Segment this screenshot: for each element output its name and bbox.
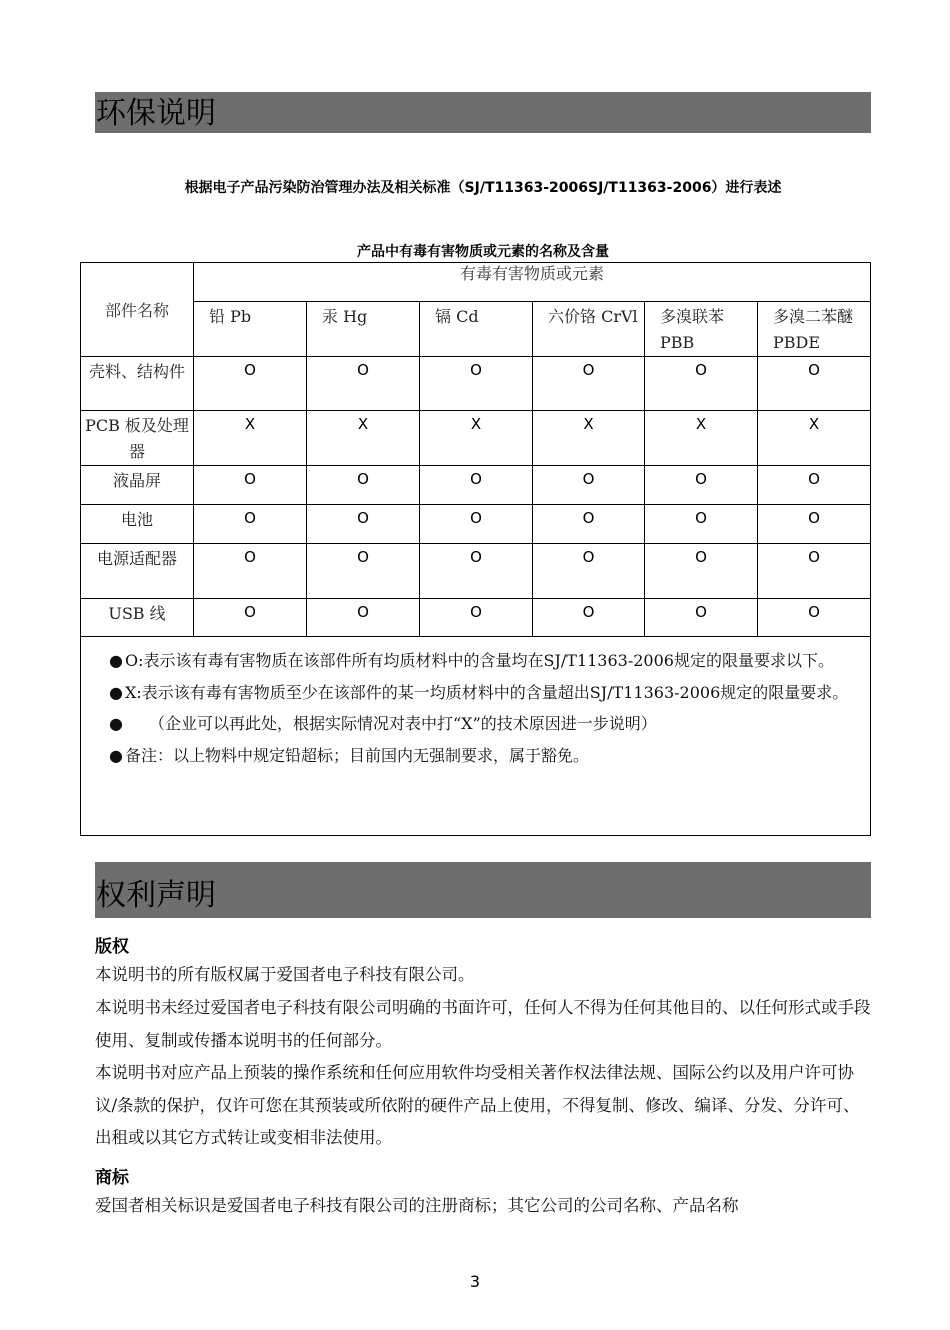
bullet-icon: ●: [109, 682, 123, 702]
table-cell: O: [645, 599, 758, 637]
table-cell: O: [758, 544, 871, 599]
table-cell: O: [645, 466, 758, 505]
table-cell: O: [307, 466, 420, 505]
page-number: 3: [469, 1272, 481, 1291]
table-cell: X: [194, 411, 307, 466]
table-cell: X: [533, 411, 645, 466]
standard-statement: 根据电子产品污染防治管理办法及相关标准（SJ/T11363-2006SJ/T11363-2006）进行表述: [184, 180, 782, 196]
row-name: 壳料、结构件: [81, 357, 194, 411]
copyright-paragraph: 本说明书未经过爱国者电子科技有限公司明确的书面许可，任何人不得为任何其他目的、以任何形式或手段使用、复制或传播本说明书的任何部分。: [95, 998, 871, 1050]
table-row: [81, 357, 871, 411]
row-name: USB 线: [81, 599, 194, 637]
note-item: ● 备注：以上物料中规定铅超标；目前国内无强制要求，属于豁免。: [109, 740, 870, 772]
bullet-icon: ●: [109, 745, 123, 765]
table-cell: X: [420, 411, 533, 466]
row-name: 电源适配器: [81, 544, 194, 599]
env-section-title: 环保说明: [96, 96, 216, 131]
row-name: PCB 板及处理器: [81, 411, 194, 466]
row-name: 液晶屏: [81, 466, 194, 505]
table-caption: 产品中有毒有害物质或元素的名称及含量: [357, 244, 609, 260]
table-cell: O: [420, 505, 533, 544]
rights-section-title: 权利声明: [96, 878, 216, 913]
element-header-crvi: 六价铬 CrVl: [533, 302, 645, 357]
element-header-cd: 镉 Cd: [420, 302, 533, 357]
table-row: [81, 505, 871, 544]
table-row: [81, 411, 871, 466]
hazardous-substance-table: [80, 262, 871, 836]
table-cell: O: [758, 599, 871, 637]
note-item: ● X:表示该有毒有害物质至少在该部件的某一均质材料中的含量超出SJ/T11363-2006规定的限量要求。: [109, 677, 870, 709]
table-cell: O: [533, 505, 645, 544]
table-cell: O: [533, 466, 645, 505]
note-item: ● （企业可以再此处，根据实际情况对表中打“X”的技术原因进一步说明）: [109, 708, 870, 740]
table-cell: O: [194, 505, 307, 544]
table-cell: O: [307, 357, 420, 411]
table-notes: [81, 637, 871, 836]
table-cell: X: [645, 411, 758, 466]
table-row: [81, 544, 871, 599]
part-name-header: 部件名称: [81, 263, 194, 357]
copyright-heading: 版权: [95, 937, 129, 957]
table-cell: O: [758, 505, 871, 544]
substance-group-header: 有毒有害物质或元素: [194, 263, 871, 302]
table-cell: O: [533, 357, 645, 411]
table-cell: O: [645, 544, 758, 599]
element-header-pbde: 多溴二苯醚 PBDE: [758, 302, 871, 357]
table-cell: O: [194, 466, 307, 505]
rights-section-heading-band: [95, 862, 871, 918]
table-cell: O: [307, 544, 420, 599]
row-name: 电池: [81, 505, 194, 544]
table-row: [81, 599, 871, 637]
table-cell: O: [194, 599, 307, 637]
note-item: ● O:表示该有毒有害物质在该部件所有均质材料中的含量均在SJ/T11363-2006规定的限量要求以下。: [109, 645, 870, 677]
table-cell: X: [758, 411, 871, 466]
table-cell: O: [533, 599, 645, 637]
table-cell: O: [533, 544, 645, 599]
element-header-pbb: 多溴联苯 PBB: [645, 302, 758, 357]
table-cell: O: [758, 357, 871, 411]
table-cell: O: [194, 357, 307, 411]
element-header-hg: 汞 Hg: [307, 302, 420, 357]
table-cell: X: [307, 411, 420, 466]
table-cell: O: [420, 466, 533, 505]
element-header-pb: 铅 Pb: [194, 302, 307, 357]
table-cell: O: [420, 544, 533, 599]
copyright-paragraph: 本说明书的所有版权属于爱国者电子科技有限公司。: [95, 965, 475, 984]
table-cell: O: [420, 357, 533, 411]
trademark-paragraph: 爱国者相关标识是爱国者电子科技有限公司的注册商标；其它公司的公司名称、产品名称: [95, 1196, 739, 1215]
table-cell: O: [307, 505, 420, 544]
table-row: [81, 466, 871, 505]
table-cell: O: [645, 505, 758, 544]
table-cell: O: [758, 466, 871, 505]
bullet-icon: ●: [109, 651, 123, 670]
table-cell: O: [194, 544, 307, 599]
table-cell: O: [420, 599, 533, 637]
env-section-heading-band: [95, 92, 871, 133]
bullet-icon: ●: [109, 714, 123, 733]
trademark-heading: 商标: [95, 1168, 129, 1188]
table-cell: O: [307, 599, 420, 637]
table-cell: O: [645, 357, 758, 411]
copyright-paragraph: 本说明书对应产品上预装的操作系统和任何应用软件均受相关著作权法律法规、国际公约以及用户许可协议/条款的保护，仅许可您在其预装或所依附的硬件产品上使用，不得复制、修改、编译、分发、分许可、出租或以其它方式转让或变相非法使用。: [95, 1063, 860, 1147]
